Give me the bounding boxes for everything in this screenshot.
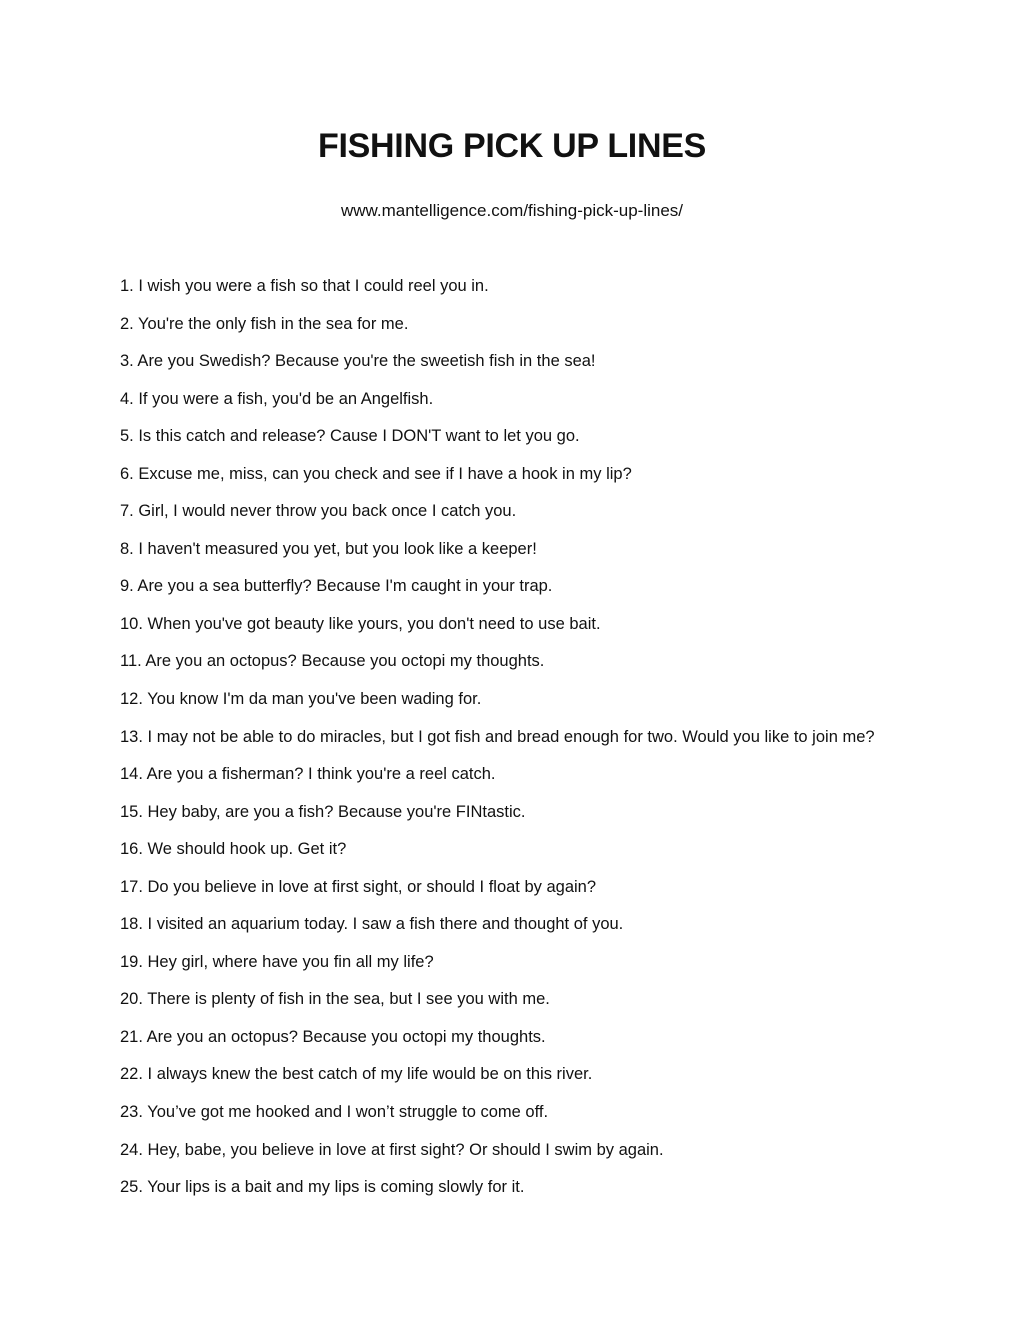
list-item: 9. Are you a sea butterfly? Because I'm caught in your trap. xyxy=(120,577,553,596)
list-item: 24. Hey, babe, you believe in love at first sight? Or should I swim by again. xyxy=(120,1140,664,1159)
list-item: 21. Are you an octopus? Because you octopi my thoughts. xyxy=(120,1027,546,1046)
list-item: 22. I always knew the best catch of my life would be on this river. xyxy=(120,1065,593,1084)
list-item: 2. You're the only fish in the sea for me. xyxy=(120,314,409,333)
list-item: 3. Are you Swedish? Because you're the sweetish fish in the sea! xyxy=(120,352,596,371)
list-item: 5. Is this catch and release? Cause I DON'T want to let you go. xyxy=(120,427,580,446)
list-item: 17. Do you believe in love at first sight, or should I float by again? xyxy=(120,877,597,896)
list-item: 11. Are you an octopus? Because you octopi my thoughts. xyxy=(120,652,545,671)
list-item: 12. You know I'm da man you've been wading for. xyxy=(120,690,482,709)
list-item: 23. You’ve got me hooked and I won’t struggle to come off. xyxy=(120,1103,549,1122)
list-item: 13. I may not be able to do miracles, but I got fish and bread enough for two. Would you like to join me? xyxy=(120,727,875,746)
list-item: 8. I haven't measured you yet, but you look like a keeper! xyxy=(120,539,537,558)
list-item: 16. We should hook up. Get it? xyxy=(120,840,347,859)
pick-up-lines-list xyxy=(120,274,940,1213)
list-item: 19. Hey girl, where have you fin all my life? xyxy=(120,952,434,971)
page-title: FISHING PICK UP LINES xyxy=(318,127,706,165)
list-item: 25. Your lips is a bait and my lips is coming slowly for it. xyxy=(120,1178,525,1197)
list-item: 15. Hey baby, are you a fish? Because you're FINtastic. xyxy=(120,802,526,821)
list-item: 18. I visited an aquarium today. I saw a fish there and thought of you. xyxy=(120,915,624,934)
list-item: 7. Girl, I would never throw you back once I catch you. xyxy=(120,502,517,521)
list-item: 10. When you've got beauty like yours, you don't need to use bait. xyxy=(120,614,601,633)
list-item: 20. There is plenty of fish in the sea, but I see you with me. xyxy=(120,990,550,1009)
list-item: 4. If you were a fish, you'd be an Angelfish. xyxy=(120,389,434,408)
list-item: 6. Excuse me, miss, can you check and see if I have a hook in my lip? xyxy=(120,464,632,483)
list-item: 14. Are you a fisherman? I think you're a reel catch. xyxy=(120,765,496,784)
source-url: www.mantelligence.com/fishing-pick-up-lines/ xyxy=(340,201,684,220)
list-item: 1. I wish you were a fish so that I could reel you in. xyxy=(120,277,489,295)
